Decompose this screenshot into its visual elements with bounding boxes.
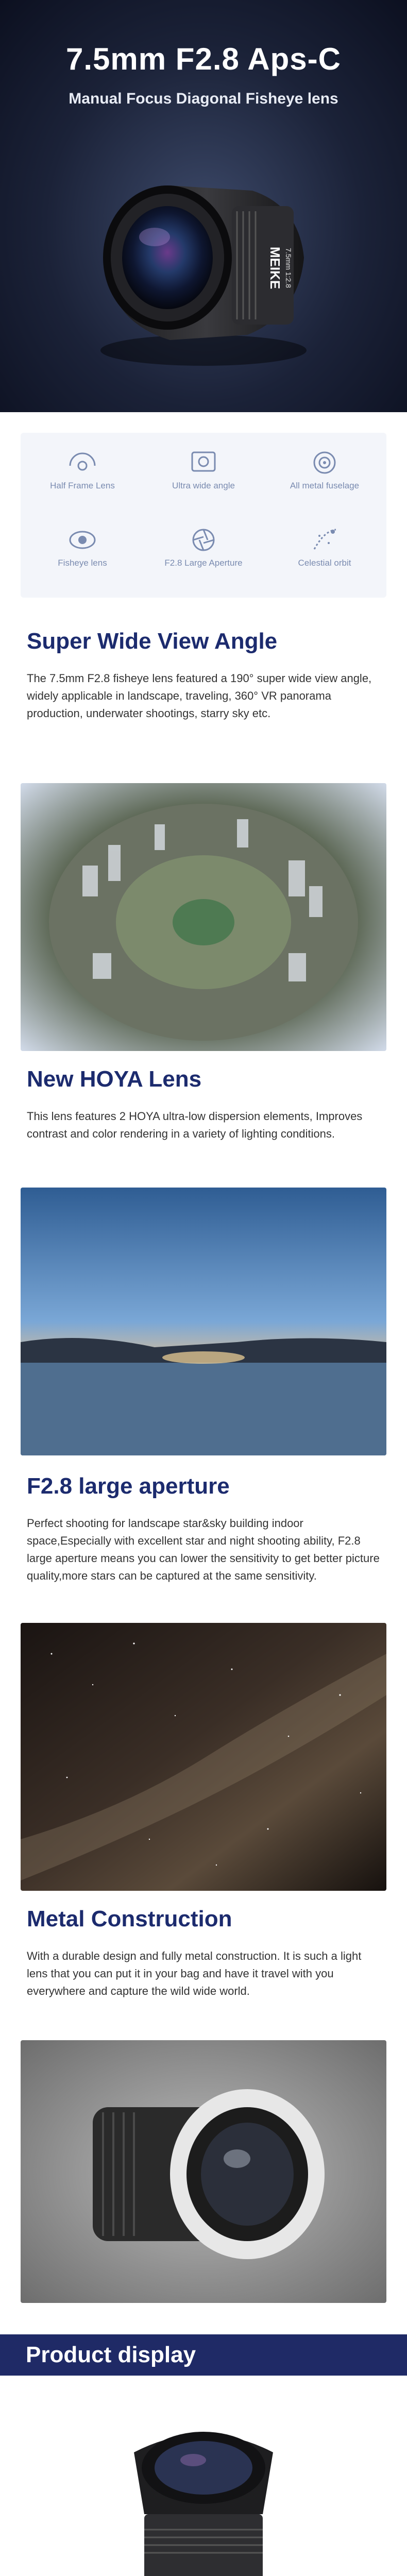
wide-angle-icon	[188, 448, 219, 477]
section-text-hoya: This lens features 2 HOYA ultra-low dispersion elements, Improves contrast and color rendering in a variety of lighting conditions.	[27, 1110, 363, 1140]
feature-grid	[21, 433, 386, 598]
product-display-title: Product display	[26, 2342, 196, 2367]
hero-title: 7.5mm F2.8 Aps-C	[66, 42, 341, 76]
feature-item	[157, 443, 250, 515]
hoya-sunset-photo	[21, 1188, 386, 1455]
celestial-orbit-icon	[309, 526, 340, 554]
section-title-hoya: New HOYA Lens	[27, 1066, 202, 1092]
hero-banner	[0, 0, 407, 412]
section-text-metal: With a durable design and fully metal construction. It is such a light lens that you can put it in your bag and have it travel with you everywhere and capture the wild wide world.	[27, 1950, 362, 1997]
aperture-icon	[188, 526, 219, 554]
section-text-aperture: Perfect shooting for landscape star&sky building indoor space,Especially with excellent star and night shooting ability, F2.8 large aperture means you can lower the sensitivity to get better picture quality,more stars can be captured at the same sensitivity.	[27, 1517, 380, 1582]
hero-lens-image	[77, 129, 330, 376]
section-text-wide: The 7.5mm F2.8 fisheye lens featured a 190° super wide view angle, widely applicable in landscape, traveling, 360° VR panorama production, underwater shootings, starry sky etc.	[27, 672, 372, 720]
section-title-metal: Metal Construction	[27, 1906, 232, 1931]
feature-label: F2.8 Large Aperture	[164, 558, 243, 568]
feature-item	[36, 520, 129, 592]
feature-item	[278, 443, 371, 515]
fisheye-icon	[67, 526, 98, 554]
product-shot-front	[67, 2411, 340, 2576]
section-title-aperture: F2.8 large aperture	[27, 1473, 230, 1499]
feature-item	[157, 520, 250, 592]
feature-label: Ultra wide angle	[172, 481, 235, 490]
section-title-wide: Super Wide View Angle	[27, 629, 278, 654]
feature-item	[278, 520, 371, 592]
fisheye-city-photo	[21, 783, 386, 1051]
feature-item	[36, 443, 129, 515]
hero-lens-marking: 7.5mm 1:2.8	[284, 248, 293, 288]
metal-fuselage-icon	[309, 448, 340, 477]
night-sky-photo	[21, 1623, 386, 1891]
feature-label: Fisheye lens	[58, 558, 107, 568]
feature-label: Celestial orbit	[298, 558, 351, 568]
metal-lens-photo	[21, 2040, 386, 2303]
hero-lens-brand: MEIKE	[267, 246, 283, 290]
half-frame-icon	[67, 448, 98, 477]
feature-label: Half Frame Lens	[50, 481, 115, 490]
feature-label: All metal fuselage	[290, 481, 360, 490]
hero-subtitle: Manual Focus Diagonal Fisheye lens	[69, 90, 338, 107]
